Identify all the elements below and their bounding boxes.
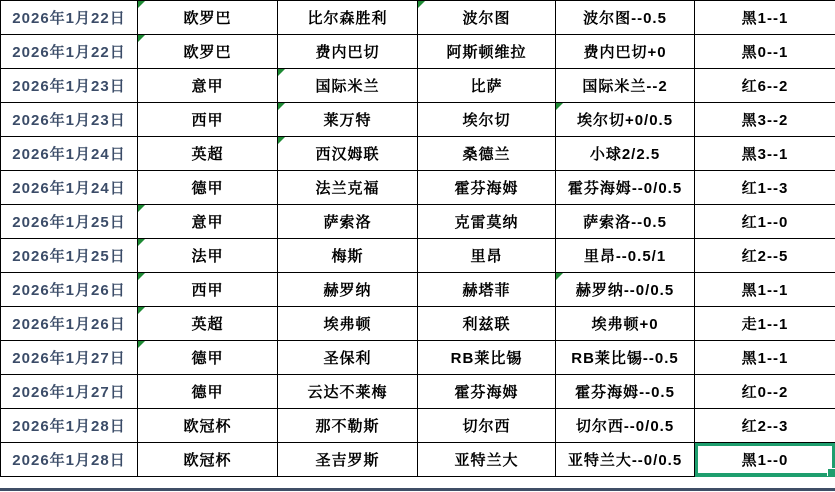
cell-text: 黑1--1 xyxy=(741,350,789,367)
cell-home-team[interactable] xyxy=(278,103,418,137)
cell-text: 里昂--0.5/1 xyxy=(583,248,667,265)
cell-text: 埃尔切 xyxy=(462,112,511,129)
cell-text: 莱万特 xyxy=(323,112,372,129)
cell-away-team[interactable] xyxy=(418,375,556,409)
cell-date[interactable] xyxy=(1,341,138,375)
cell-handicap[interactable] xyxy=(556,273,695,307)
cell-result[interactable] xyxy=(695,409,835,443)
cell-text: 德甲 xyxy=(191,350,224,367)
cell-text: 西汉姆联 xyxy=(315,146,380,163)
error-indicator-icon xyxy=(138,205,145,212)
cell-home-team[interactable] xyxy=(278,307,418,341)
table-row xyxy=(1,239,835,273)
cell-text: 2026年1月27日 xyxy=(12,350,126,367)
cell-handicap[interactable] xyxy=(556,375,695,409)
cell-result[interactable] xyxy=(695,443,835,477)
cell-home-team[interactable] xyxy=(278,375,418,409)
cell-result[interactable] xyxy=(695,171,835,205)
cell-date[interactable] xyxy=(1,375,138,409)
error-indicator-icon xyxy=(278,69,285,76)
sheet-bottom-border xyxy=(0,488,835,491)
cell-text: 英超 xyxy=(191,316,224,333)
error-indicator-icon xyxy=(138,239,145,246)
cell-date[interactable] xyxy=(1,273,138,307)
cell-text: 国际米兰--2 xyxy=(582,78,668,95)
cell-text: 2026年1月22日 xyxy=(12,44,126,61)
error-indicator-icon xyxy=(278,103,285,110)
table-row xyxy=(1,103,835,137)
cell-text: 赫塔菲 xyxy=(462,282,511,299)
cell-date[interactable] xyxy=(1,205,138,239)
cell-result[interactable] xyxy=(695,375,835,409)
cell-text: 红0--2 xyxy=(741,384,789,401)
cell-text: 欧冠杯 xyxy=(183,452,232,469)
cell-text: 霍芬海姆 xyxy=(454,180,519,197)
cell-text: 国际米兰 xyxy=(315,78,380,95)
cell-text: 霍芬海姆--0.5 xyxy=(575,384,675,401)
cell-handicap[interactable] xyxy=(556,171,695,205)
cell-text: 欧罗巴 xyxy=(183,10,232,27)
table-row xyxy=(1,443,835,477)
cell-away-team[interactable] xyxy=(418,273,556,307)
cell-home-team[interactable] xyxy=(278,443,418,477)
cell-league[interactable] xyxy=(138,35,278,69)
error-indicator-icon xyxy=(418,1,425,8)
cell-text: 埃弗顿+0 xyxy=(591,316,659,333)
cell-away-team[interactable] xyxy=(418,443,556,477)
cell-text: 比尔森胜利 xyxy=(307,10,388,27)
cell-text: 萨索洛--0.5 xyxy=(583,214,667,231)
table-row xyxy=(1,205,835,239)
cell-text: 切尔西 xyxy=(462,418,511,435)
table-row xyxy=(1,273,835,307)
cell-away-team[interactable] xyxy=(418,171,556,205)
error-indicator-icon xyxy=(138,307,145,314)
cell-text: 霍芬海姆--0/0.5 xyxy=(567,180,683,197)
cell-text: 费内巴切+0 xyxy=(583,44,667,61)
table-row xyxy=(1,137,835,171)
cell-home-team[interactable] xyxy=(278,69,418,103)
cell-handicap[interactable] xyxy=(556,1,695,35)
cell-text: 比萨 xyxy=(470,78,503,95)
cell-text: 2026年1月25日 xyxy=(12,248,126,265)
error-indicator-icon xyxy=(556,273,563,280)
cell-text: 2026年1月24日 xyxy=(12,180,126,197)
cell-text: 黑1--0 xyxy=(741,452,789,469)
cell-result[interactable] xyxy=(695,307,835,341)
cell-result[interactable] xyxy=(695,205,835,239)
cell-away-team[interactable] xyxy=(418,35,556,69)
cell-text: 埃弗顿 xyxy=(323,316,372,333)
cell-text: 2026年1月28日 xyxy=(12,452,126,469)
cell-text: 德甲 xyxy=(191,180,224,197)
cell-text: 亚特兰大--0/0.5 xyxy=(567,452,683,469)
error-indicator-icon xyxy=(138,273,145,280)
results-table-body xyxy=(1,1,835,477)
cell-home-team[interactable] xyxy=(278,205,418,239)
cell-league[interactable] xyxy=(138,341,278,375)
cell-away-team[interactable] xyxy=(418,205,556,239)
cell-text: 那不勒斯 xyxy=(315,418,380,435)
cell-handicap[interactable] xyxy=(556,307,695,341)
fill-handle[interactable] xyxy=(827,468,835,476)
cell-result[interactable] xyxy=(695,341,835,375)
cell-text: 红1--0 xyxy=(741,214,789,231)
cell-text: 2026年1月28日 xyxy=(12,418,126,435)
table-row xyxy=(1,341,835,375)
cell-home-team[interactable] xyxy=(278,341,418,375)
cell-date[interactable] xyxy=(1,171,138,205)
cell-text: 波尔图--0.5 xyxy=(583,10,667,27)
cell-away-team[interactable] xyxy=(418,137,556,171)
cell-text: 西甲 xyxy=(191,112,224,129)
cell-text: 小球2/2.5 xyxy=(589,146,661,163)
cell-text: 费内巴切 xyxy=(315,44,380,61)
cell-date[interactable] xyxy=(1,137,138,171)
cell-league[interactable] xyxy=(138,137,278,171)
cell-league[interactable] xyxy=(138,273,278,307)
error-indicator-icon xyxy=(556,103,563,110)
cell-away-team[interactable] xyxy=(418,239,556,273)
cell-text: 黑1--1 xyxy=(741,282,789,299)
cell-text: 赫罗纳--0/0.5 xyxy=(575,282,675,299)
cell-text: 亚特兰大 xyxy=(454,452,519,469)
cell-result[interactable] xyxy=(695,35,835,69)
cell-home-team[interactable] xyxy=(278,409,418,443)
cell-league[interactable] xyxy=(138,409,278,443)
cell-league[interactable] xyxy=(138,205,278,239)
cell-league[interactable] xyxy=(138,239,278,273)
cell-date[interactable] xyxy=(1,69,138,103)
cell-text: 德甲 xyxy=(191,384,224,401)
error-indicator-icon xyxy=(278,137,285,144)
cell-text: 红2--5 xyxy=(741,248,789,265)
cell-text: 红2--3 xyxy=(741,418,789,435)
cell-handicap[interactable] xyxy=(556,341,695,375)
cell-handicap[interactable] xyxy=(556,409,695,443)
cell-league[interactable] xyxy=(138,1,278,35)
cell-away-team[interactable] xyxy=(418,1,556,35)
cell-text: 阿斯顿维拉 xyxy=(446,44,527,61)
cell-result[interactable] xyxy=(695,1,835,35)
cell-text: 走1--1 xyxy=(741,316,789,333)
cell-date[interactable] xyxy=(1,307,138,341)
table-row xyxy=(1,35,835,69)
cell-text: 霍芬海姆 xyxy=(454,384,519,401)
cell-text: 2026年1月26日 xyxy=(12,282,126,299)
cell-date[interactable] xyxy=(1,1,138,35)
cell-result[interactable] xyxy=(695,273,835,307)
cell-away-team[interactable] xyxy=(418,341,556,375)
cell-home-team[interactable] xyxy=(278,35,418,69)
cell-text: 克雷莫纳 xyxy=(454,214,519,231)
cell-text: RB莱比锡 xyxy=(450,350,523,367)
cell-text: 红1--3 xyxy=(741,180,789,197)
cell-text: 法甲 xyxy=(191,248,224,265)
cell-text: 梅斯 xyxy=(331,248,364,265)
cell-text: 2026年1月23日 xyxy=(12,78,126,95)
cell-text: 圣吉罗斯 xyxy=(315,452,380,469)
cell-handicap[interactable] xyxy=(556,137,695,171)
cell-handicap[interactable] xyxy=(556,239,695,273)
cell-date[interactable] xyxy=(1,239,138,273)
cell-text: 桑德兰 xyxy=(462,146,511,163)
cell-text: 红6--2 xyxy=(741,78,789,95)
error-indicator-icon xyxy=(138,341,145,348)
cell-text: 2026年1月22日 xyxy=(12,10,126,27)
table-row xyxy=(1,171,835,205)
cell-handicap[interactable] xyxy=(556,103,695,137)
cell-text: 赫罗纳 xyxy=(323,282,372,299)
cell-text: 2026年1月26日 xyxy=(12,316,126,333)
table-row xyxy=(1,1,835,35)
cell-text: 黑1--1 xyxy=(741,10,789,27)
cell-text: 意甲 xyxy=(191,78,224,95)
cell-result[interactable] xyxy=(695,103,835,137)
cell-date[interactable] xyxy=(1,103,138,137)
cell-home-team[interactable] xyxy=(278,273,418,307)
cell-text: 利兹联 xyxy=(462,316,511,333)
cell-text: 波尔图 xyxy=(462,10,511,27)
cell-text: 法兰克福 xyxy=(315,180,380,197)
cell-away-team[interactable] xyxy=(418,103,556,137)
cell-text: 圣保利 xyxy=(323,350,372,367)
cell-text: 欧冠杯 xyxy=(183,418,232,435)
cell-away-team[interactable] xyxy=(418,69,556,103)
cell-text: 埃尔切+0/0.5 xyxy=(576,112,674,129)
error-indicator-icon xyxy=(138,1,145,8)
cell-league[interactable] xyxy=(138,69,278,103)
table-row xyxy=(1,69,835,103)
cell-text: 萨索洛 xyxy=(323,214,372,231)
cell-home-team[interactable] xyxy=(278,1,418,35)
table-row xyxy=(1,307,835,341)
cell-text: 切尔西--0/0.5 xyxy=(575,418,675,435)
cell-date[interactable] xyxy=(1,35,138,69)
cell-text: 欧罗巴 xyxy=(183,44,232,61)
cell-text: 2026年1月25日 xyxy=(12,214,126,231)
cell-text: 英超 xyxy=(191,146,224,163)
cell-league[interactable] xyxy=(138,443,278,477)
cell-home-team[interactable] xyxy=(278,137,418,171)
table-row xyxy=(1,409,835,443)
cell-away-team[interactable] xyxy=(418,409,556,443)
cell-text: 2026年1月27日 xyxy=(12,384,126,401)
cell-text: 西甲 xyxy=(191,282,224,299)
cell-text: 云达不莱梅 xyxy=(307,384,388,401)
error-indicator-icon xyxy=(138,35,145,42)
cell-handicap[interactable] xyxy=(556,205,695,239)
cell-home-team[interactable] xyxy=(278,171,418,205)
cell-result[interactable] xyxy=(695,137,835,171)
cell-text: 2026年1月24日 xyxy=(12,146,126,163)
cell-league[interactable] xyxy=(138,307,278,341)
cell-date[interactable] xyxy=(1,409,138,443)
cell-handicap[interactable] xyxy=(556,35,695,69)
cell-text: 黑3--1 xyxy=(741,146,789,163)
cell-league[interactable] xyxy=(138,171,278,205)
cell-text: 意甲 xyxy=(191,214,224,231)
cell-text: 里昂 xyxy=(470,248,503,265)
cell-text: 2026年1月23日 xyxy=(12,112,126,129)
cell-league[interactable] xyxy=(138,103,278,137)
cell-handicap[interactable] xyxy=(556,443,695,477)
cell-handicap[interactable] xyxy=(556,69,695,103)
cell-result[interactable] xyxy=(695,69,835,103)
cell-date[interactable] xyxy=(1,443,138,477)
table-row xyxy=(1,375,835,409)
cell-text: 黑3--2 xyxy=(741,112,789,129)
cell-text: 黑0--1 xyxy=(741,44,789,61)
cell-away-team[interactable] xyxy=(418,307,556,341)
cell-text: RB莱比锡--0.5 xyxy=(571,350,679,367)
cell-league[interactable] xyxy=(138,375,278,409)
cell-result[interactable] xyxy=(695,239,835,273)
cell-home-team[interactable] xyxy=(278,239,418,273)
